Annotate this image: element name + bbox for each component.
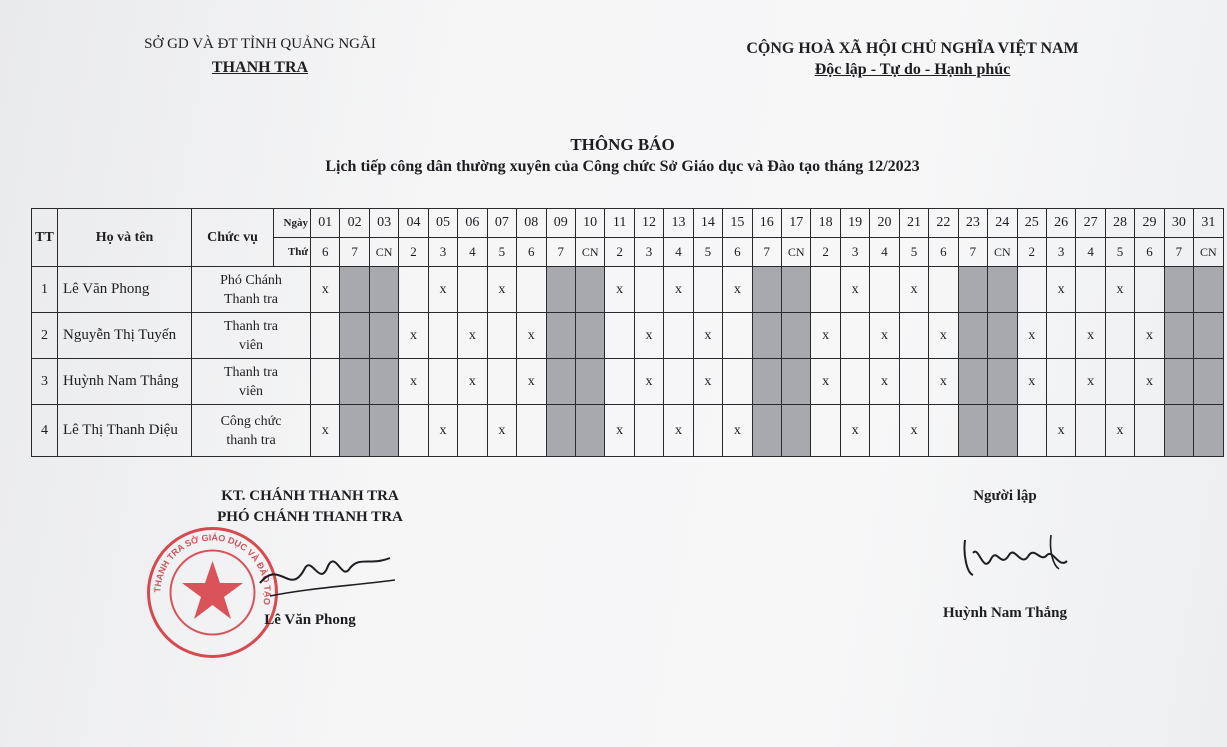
schedule-cell: x (487, 267, 516, 313)
schedule-cell (1105, 359, 1134, 405)
day-number: 30 (1164, 209, 1193, 238)
schedule-cell (575, 313, 604, 359)
day-number: 19 (840, 209, 869, 238)
schedule-cell: x (487, 405, 516, 457)
schedule-cell (988, 313, 1017, 359)
staff-position (192, 405, 311, 457)
national-motto: Độc lập - Tự do - Hạnh phúc (814, 61, 1011, 78)
weekday-label: 3 (428, 238, 457, 267)
schedule-body (32, 267, 1224, 457)
schedule-cell: x (1076, 359, 1105, 405)
schedule-cell (1164, 313, 1193, 359)
schedule-cell: x (1076, 313, 1105, 359)
signer-title-2: PHÓ CHÁNH THANH TRA (217, 509, 403, 525)
schedule-cell (840, 359, 869, 405)
schedule-cell (399, 405, 428, 457)
day-number: 16 (752, 209, 781, 238)
day-number: 06 (458, 209, 487, 238)
weekday-label: CN (575, 238, 604, 267)
day-number: 01 (311, 209, 340, 238)
schedule-cell (664, 313, 693, 359)
schedule-cell (458, 405, 487, 457)
schedule-cell: x (1046, 267, 1075, 313)
schedule-cell (634, 267, 663, 313)
staff-name: Nguyễn Thị Tuyến (58, 313, 192, 359)
schedule-cell: x (723, 405, 752, 457)
position-line: Thanh tra (223, 364, 279, 380)
schedule-cell (575, 267, 604, 313)
schedule-cell (369, 359, 398, 405)
schedule-cell: x (311, 267, 340, 313)
schedule-cell: x (428, 405, 457, 457)
schedule-cell (605, 313, 634, 359)
schedule-cell (546, 313, 575, 359)
schedule-cell (1194, 267, 1223, 313)
schedule-cell: x (693, 313, 722, 359)
day-number: 22 (929, 209, 958, 238)
weekday-label: 5 (693, 238, 722, 267)
schedule-cell: x (899, 405, 928, 457)
day-number: 18 (811, 209, 840, 238)
schedule-cell: x (399, 359, 428, 405)
signature-block-right (920, 488, 1090, 622)
schedule-cell: x (605, 405, 634, 457)
schedule-cell (693, 267, 722, 313)
schedule-cell: x (399, 313, 428, 359)
schedule-cell: x (605, 267, 634, 313)
staff-name: Lê Văn Phong (58, 267, 192, 313)
schedule-cell (605, 359, 634, 405)
day-number: 21 (899, 209, 928, 238)
schedule-cell (428, 313, 457, 359)
schedule-cell: x (1017, 359, 1046, 405)
col-header-tt: TT (32, 209, 58, 267)
schedule-cell: x (870, 313, 899, 359)
day-number: 03 (369, 209, 398, 238)
weekday-label: 2 (811, 238, 840, 267)
position-line: Thanh tra (223, 318, 279, 334)
staff-position (192, 267, 311, 313)
schedule-cell (1046, 359, 1075, 405)
schedule-cell (752, 359, 781, 405)
schedule-cell (958, 359, 987, 405)
document-title (260, 135, 985, 176)
schedule-cell (399, 267, 428, 313)
day-number: 31 (1194, 209, 1223, 238)
schedule-cell (487, 313, 516, 359)
weekday-label: 6 (1135, 238, 1164, 267)
staff-name: Lê Thị Thanh Diệu (58, 405, 192, 457)
preparer-role: Người lập (973, 488, 1037, 504)
weekday-label: 3 (1046, 238, 1075, 267)
schedule-cell (1135, 267, 1164, 313)
weekday-label: 2 (605, 238, 634, 267)
day-number: 15 (723, 209, 752, 238)
schedule-cell (487, 359, 516, 405)
schedule-cell (634, 405, 663, 457)
schedule-cell (311, 313, 340, 359)
schedule-cell (1076, 405, 1105, 457)
schedule-cell (517, 405, 546, 457)
schedule-cell (340, 267, 369, 313)
col-header-ngay: Ngày (274, 209, 311, 238)
schedule-cell: x (929, 359, 958, 405)
schedule-cell (340, 313, 369, 359)
weekday-label: CN (369, 238, 398, 267)
day-number: 20 (870, 209, 899, 238)
weekday-label: 4 (664, 238, 693, 267)
position-line: viên (238, 337, 264, 353)
schedule-cell: x (811, 359, 840, 405)
staff-position (192, 359, 311, 405)
weekday-label: 6 (723, 238, 752, 267)
schedule-cell (1017, 267, 1046, 313)
schedule-cell (546, 267, 575, 313)
schedule-cell (517, 267, 546, 313)
position-line: thanh tra (226, 432, 276, 448)
schedule-cell (575, 359, 604, 405)
agency-name: SỞ GD VÀ ĐT TỈNH QUẢNG NGÃI (144, 36, 376, 52)
weekday-label: 6 (929, 238, 958, 267)
schedule-cell: x (840, 267, 869, 313)
signer-name-left: Lê Văn Phong (264, 612, 356, 628)
schedule-cell (840, 313, 869, 359)
schedule-cell (929, 267, 958, 313)
schedule-cell (1017, 405, 1046, 457)
schedule-cell (1076, 267, 1105, 313)
schedule-cell (1194, 405, 1223, 457)
col-header-name: Họ và tên (58, 209, 192, 267)
table-row (32, 359, 1224, 405)
schedule-cell (870, 267, 899, 313)
schedule-cell (1194, 359, 1223, 405)
schedule-cell: x (664, 267, 693, 313)
day-number: 02 (340, 209, 369, 238)
schedule-cell (811, 267, 840, 313)
day-number: 13 (664, 209, 693, 238)
day-number: 29 (1135, 209, 1164, 238)
schedule-cell: x (840, 405, 869, 457)
schedule-cell (988, 359, 1017, 405)
schedule-cell (369, 405, 398, 457)
schedule-cell (811, 405, 840, 457)
schedule-cell: x (311, 405, 340, 457)
schedule-cell (958, 267, 987, 313)
weekday-label: 6 (311, 238, 340, 267)
schedule-cell: x (693, 359, 722, 405)
position-line: viên (238, 383, 264, 399)
weekday-label: CN (988, 238, 1017, 267)
schedule-cell (899, 359, 928, 405)
day-number: 28 (1105, 209, 1134, 238)
schedule-cell: x (1105, 405, 1134, 457)
col-header-position: Chức vụ (192, 209, 274, 267)
schedule-cell (958, 313, 987, 359)
national-header (700, 40, 1125, 79)
weekday-label: 5 (487, 238, 516, 267)
schedule-cell (988, 405, 1017, 457)
weekday-label: 7 (1164, 238, 1193, 267)
schedule-cell: x (1135, 359, 1164, 405)
schedule-cell (428, 359, 457, 405)
staff-name: Huỳnh Nam Thắng (58, 359, 192, 405)
row-number: 2 (32, 313, 58, 359)
position-line: Thanh tra (223, 291, 279, 307)
signer-name-right: Huỳnh Nam Thắng (943, 605, 1067, 621)
schedule-cell (723, 359, 752, 405)
schedule-cell (782, 405, 811, 457)
weekday-label: 6 (517, 238, 546, 267)
day-number: 14 (693, 209, 722, 238)
weekday-label: 4 (458, 238, 487, 267)
schedule-cell: x (870, 359, 899, 405)
table-row (32, 313, 1224, 359)
schedule-cell (899, 313, 928, 359)
col-header-thu: Thứ (274, 238, 311, 267)
row-number: 4 (32, 405, 58, 457)
title-sub: Lịch tiếp công dân thường xuyên của Công chức Sở Giáo dục và Đào tạo tháng 12/2023 (325, 158, 920, 175)
day-number: 09 (546, 209, 575, 238)
schedule-cell (782, 267, 811, 313)
weekday-label: 2 (399, 238, 428, 267)
day-number: 26 (1046, 209, 1075, 238)
schedule-cell (693, 405, 722, 457)
row-number: 3 (32, 359, 58, 405)
weekday-label: 7 (958, 238, 987, 267)
schedule-cell (369, 267, 398, 313)
schedule-cell (988, 267, 1017, 313)
schedule-cell (752, 267, 781, 313)
schedule-cell: x (634, 313, 663, 359)
stamp-text: THANH TRA SỞ GIÁO DỤC VÀ ĐÀO TẠO (152, 532, 273, 606)
day-number: 24 (988, 209, 1017, 238)
schedule-cell (340, 359, 369, 405)
schedule-cell: x (458, 313, 487, 359)
unit-name: THANH TRA (211, 59, 309, 76)
schedule-cell (1135, 405, 1164, 457)
schedule-cell (752, 313, 781, 359)
table-row (32, 405, 1224, 457)
schedule-cell (782, 359, 811, 405)
schedule-cell: x (1046, 405, 1075, 457)
day-number: 25 (1017, 209, 1046, 238)
weekday-label: 7 (752, 238, 781, 267)
schedule-cell (929, 405, 958, 457)
row-number: 1 (32, 267, 58, 313)
schedule-cell (1194, 313, 1223, 359)
schedule-cell: x (664, 405, 693, 457)
schedule-cell: x (929, 313, 958, 359)
schedule-cell: x (899, 267, 928, 313)
schedule-cell (1105, 313, 1134, 359)
weekday-label: 3 (634, 238, 663, 267)
schedule-cell: x (458, 359, 487, 405)
weekday-label: 7 (340, 238, 369, 267)
schedule-cell (340, 405, 369, 457)
signer-title-1: KT. CHÁNH THANH TRA (221, 488, 399, 504)
schedule-cell (1164, 359, 1193, 405)
schedule-cell (546, 359, 575, 405)
schedule-cell: x (1135, 313, 1164, 359)
day-number: 17 (782, 209, 811, 238)
schedule-cell (664, 359, 693, 405)
day-number: 07 (487, 209, 516, 238)
schedule-cell (369, 313, 398, 359)
weekday-label: 5 (899, 238, 928, 267)
schedule-cell: x (1017, 313, 1046, 359)
schedule-cell (575, 405, 604, 457)
weekday-label: 7 (546, 238, 575, 267)
position-line: Phó Chánh (220, 272, 282, 288)
schedule-cell (870, 405, 899, 457)
day-number: 05 (428, 209, 457, 238)
day-number: 11 (605, 209, 634, 238)
header-row-days (32, 209, 1224, 238)
schedule-cell (458, 267, 487, 313)
national-title: CỘNG HOÀ XÃ HỘI CHỦ NGHĨA VIỆT NAM (746, 40, 1079, 57)
day-number: 08 (517, 209, 546, 238)
schedule-cell (1046, 313, 1075, 359)
day-number: 27 (1076, 209, 1105, 238)
schedule-cell (1164, 267, 1193, 313)
schedule-cell: x (1105, 267, 1134, 313)
schedule-cell (958, 405, 987, 457)
table-row (32, 267, 1224, 313)
schedule-table (31, 208, 1224, 457)
weekday-label: 3 (840, 238, 869, 267)
schedule-cell (311, 359, 340, 405)
schedule-cell (546, 405, 575, 457)
agency-header (110, 36, 410, 77)
staff-position (192, 313, 311, 359)
weekday-label: 5 (1105, 238, 1134, 267)
signature-left (250, 538, 400, 608)
schedule-cell (723, 313, 752, 359)
day-number: 04 (399, 209, 428, 238)
schedule-cell (1164, 405, 1193, 457)
schedule-cell: x (517, 313, 546, 359)
schedule-cell: x (517, 359, 546, 405)
position-line: Công chức (220, 413, 282, 429)
day-number: 23 (958, 209, 987, 238)
schedule-cell: x (428, 267, 457, 313)
weekday-label: 4 (1076, 238, 1105, 267)
schedule-cell (752, 405, 781, 457)
weekday-label: CN (782, 238, 811, 267)
title-main: THÔNG BÁO (570, 135, 675, 154)
day-number: 12 (634, 209, 663, 238)
schedule-cell (782, 313, 811, 359)
weekday-label: CN (1194, 238, 1223, 267)
weekday-label: 2 (1017, 238, 1046, 267)
schedule-cell: x (723, 267, 752, 313)
schedule-cell: x (811, 313, 840, 359)
day-number: 10 (575, 209, 604, 238)
schedule-cell: x (634, 359, 663, 405)
weekday-label: 4 (870, 238, 899, 267)
